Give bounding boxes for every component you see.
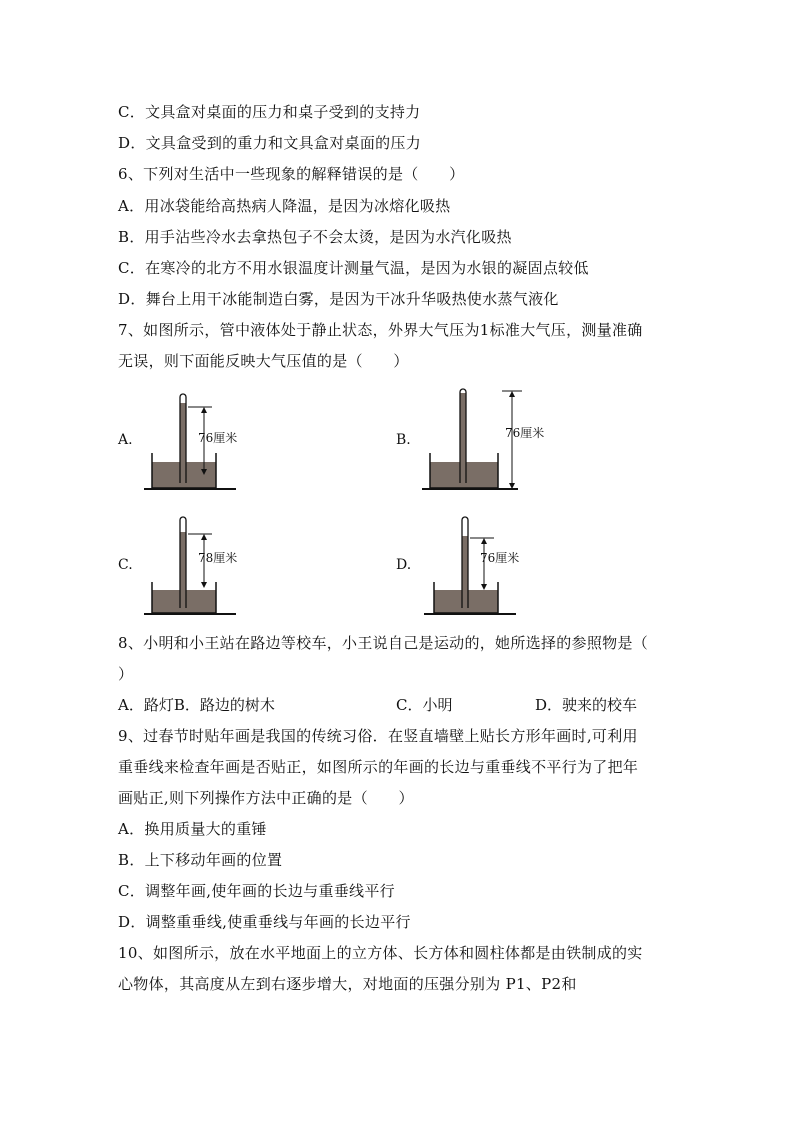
q6-stem: 6、下列对生活中一些现象的解释错误的是（ ）: [118, 165, 465, 183]
q7-figure-b-label: B.: [396, 432, 411, 448]
arrow-head-down: [201, 582, 207, 588]
q9-option-d: D．调整重垂线,使重垂线与年画的长边平行: [118, 913, 411, 931]
q9-option-b: B．上下移动年画的位置: [118, 851, 283, 869]
q10-stem-line2: 心物体，其高度从左到右逐步增大，对地面的压强分别为 P1、P2和: [118, 975, 577, 993]
q7-figure-c-measure: 78厘米: [198, 551, 238, 565]
tube-liquid: [180, 403, 186, 483]
q8-stem-line2: ）: [118, 665, 134, 683]
q8-option-c: C．小明: [396, 696, 453, 714]
q7-stem-line1: 7、如图所示，管中液体处于静止状态，外界大气压为1标准大气压，测量准确: [118, 321, 643, 339]
q10-stem-line1: 10、如图所示，放在水平地面上的立方体、长方体和圆柱体都是由铁制成的实: [118, 944, 643, 962]
q9-stem-line2: 重垂线来检查年画是否贴正，如图所示的年画的长边与重垂线不平行为了把年: [118, 758, 639, 776]
q6-option-d: D．舞台上用干冰能制造白雾，是因为干冰升华吸热使水蒸气液化: [118, 290, 559, 308]
arrow-head-up: [481, 538, 487, 544]
q7-figure-a-label: A.: [118, 432, 133, 448]
q7-stem-line2: 无误，则下面能反映大气压值的是（ ）: [118, 352, 409, 370]
q9-stem-line1: 9、过春节时贴年画是我国的传统习俗．在竖直墙壁上贴长方形年画时,可利用: [118, 727, 638, 745]
q7-figure-b-measure: 76厘米: [505, 426, 545, 440]
q8-option-d: D．驶来的校车: [535, 696, 638, 714]
tube-liquid: [460, 393, 466, 483]
tube-liquid: [462, 536, 468, 608]
tube-liquid: [180, 532, 186, 608]
q5-option-c: C．文具盒对桌面的压力和桌子受到的支持力: [118, 103, 421, 121]
q5-option-d: D．文具盒受到的重力和文具盒对桌面的压力: [118, 134, 422, 152]
arrow-head-up: [509, 391, 515, 397]
arrow-head-down: [481, 584, 487, 590]
q6-option-a: A．用冰袋能给高热病人降温，是因为冰熔化吸热: [118, 197, 451, 215]
q7-figure-d-measure: 76厘米: [480, 551, 520, 565]
q9-stem-line3: 画贴正,则下列操作方法中正确的是（ ）: [118, 789, 414, 807]
arrow-head-up: [201, 407, 207, 413]
q9-option-a: A．换用质量大的重锤: [118, 820, 267, 838]
q8-option-ab: A．路灯B．路边的树木: [118, 696, 275, 714]
q9-option-c: C．调整年画,使年画的长边与重垂线平行: [118, 882, 395, 900]
q6-option-b: B．用手沾些冷水去拿热包子不会太烫，是因为水汽化吸热: [118, 228, 512, 246]
q7-figure-a-measure: 76厘米: [198, 431, 238, 445]
q8-stem-line1: 8、小明和小王站在路边等校车，小王说自己是运动的，她所选择的参照物是（: [118, 634, 649, 652]
q7-figure-d-label: D.: [396, 557, 412, 573]
arrow-head-up: [201, 534, 207, 540]
q7-figure-c-label: C.: [118, 557, 133, 573]
q6-option-c: C．在寒冷的北方不用水银温度计测量气温，是因为水银的凝固点较低: [118, 259, 589, 277]
